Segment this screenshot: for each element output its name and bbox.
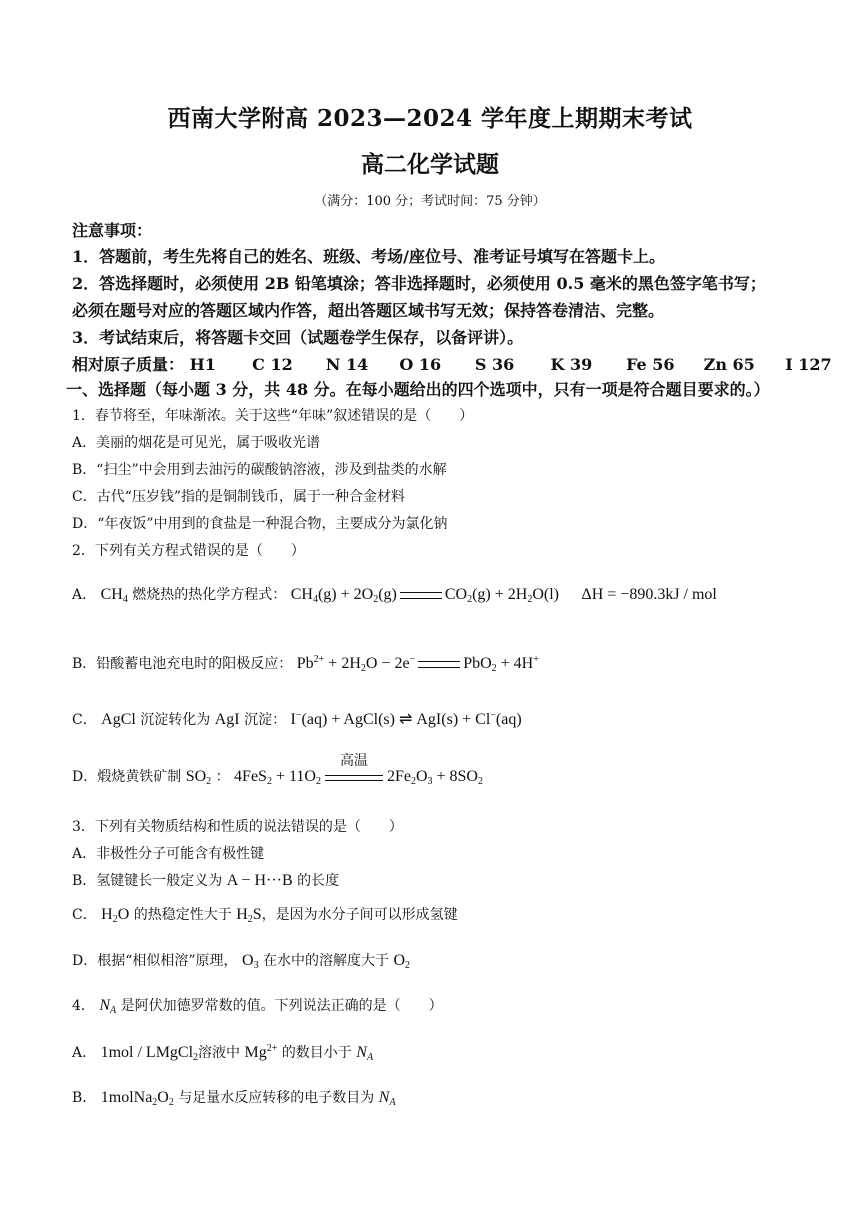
q4-b-label: B．	[72, 1090, 97, 1106]
atomic-mass-n: N 14	[325, 355, 369, 374]
q2-a-text: 燃烧热的热化学方程式：	[132, 587, 287, 603]
q2-b-text: B．铅酸蓄电池充电时的阳极反应：	[72, 656, 293, 672]
q3-option-b	[72, 870, 339, 890]
q2-c-text1: 沉淀转化为	[140, 712, 211, 728]
q1-option-b: B．“扫尘”中会用到去油污的碳酸钠溶液，涉及到盐类的水解	[72, 462, 447, 478]
q4-number: 4．	[72, 998, 95, 1014]
q4-a-label: A．	[72, 1045, 97, 1061]
q2-c-label: C．	[72, 712, 97, 728]
q1-option-c: C．古代“压岁钱”指的是铜制钱币，属于一种合金材料	[72, 489, 406, 505]
q3-c-label: C．	[72, 907, 97, 923]
q3-d-text: D．根据“相似相溶”原理，	[72, 953, 238, 969]
q2-a-enthalpy: ΔH = −890.3kJ / mol	[581, 586, 717, 603]
notes-heading: 注意事项：	[72, 221, 153, 240]
exam-title: 西南大学附高 2023—2024 学年度上期期末考试	[167, 105, 693, 132]
q4-a-text2: 的数目小于	[281, 1045, 352, 1061]
atomic-mass-row	[72, 352, 832, 375]
exam-info: （满分：100 分；考试时间：75 分钟）	[314, 194, 546, 209]
q2-a-label: A．	[72, 587, 97, 603]
q1-stem: 1．春节将至，年味渐浓。关于这些“年味”叙述错误的是（ ）	[72, 408, 474, 424]
q3-option-a: A．非极性分子可能含有极性键	[72, 846, 265, 862]
q3-b-tail: 的长度	[297, 873, 340, 889]
note-2-continued: 必须在题号对应的答题区域内作答，超出答题区域书写无效；保持答卷清洁、完整。	[72, 301, 665, 320]
q3-stem: 3．下列有关物质结构和性质的说法错误的是（ ）	[72, 819, 403, 835]
atomic-mass-h: H1	[189, 355, 216, 374]
q2-option-c: C． AgCl 沉淀转化为 AgI 沉淀： I−(aq) + AgCl(s) ⇌ AgI(s) + Cl−(aq)	[72, 710, 522, 728]
note-1: 1．答题前，考生先将自己的姓名、班级、考场/座位号、准考证号填写在答题卡上。	[72, 247, 665, 266]
q2-stem: 2．下列有关方程式错误的是（ ）	[72, 543, 305, 559]
q3-c-text2: ，是因为水分子间可以形成氢键	[261, 907, 458, 923]
q2-c-equation: I−(aq) + AgCl(s) ⇌ AgI(s) + Cl−(aq)	[290, 710, 522, 728]
q3-b-text: B．氢键键长一般定义为	[72, 873, 223, 889]
atomic-mass-c: C 12	[252, 355, 293, 374]
q2-b-equation: $Pb^{2+} + 2H_2O - 2e^-$ PbO$_2$ + 4H+	[296, 654, 539, 674]
note-2: 2．答选择题时，必须使用 2B 铅笔填涂；答非选择题时，必须使用 0.5 毫米的黑色签字笔书写；	[72, 274, 766, 293]
atomic-mass-o: O 16	[399, 355, 442, 374]
q2-option-d: D．煅烧黄铁矿制 $SO_2$ ： $4FeS_2 + 11O_2$ 高温 $2Fe_2O_3 + 8SO_2$	[72, 766, 483, 786]
atomic-mass-zn: Zn 65	[703, 355, 755, 374]
q1-option-d: D．“年夜饭”中用到的食盐是一种混合物，主要成分为氯化钠	[72, 516, 448, 532]
q2-d-colon: ：	[215, 769, 230, 785]
section1-heading: 一、选择题（每小题 3 分，共 48 分。在每小题给出的四个选项中，只有一项是符合题目要求的。）	[66, 380, 770, 399]
q4-option-b: B． $1molNa_2O_2$ 与足量水反应转移的电子数目为 $N_A$	[72, 1089, 396, 1108]
q4-b-text: 与足量水反应转移的电子数目为	[178, 1090, 375, 1106]
q3-c-text1: 的热稳定性大于	[133, 907, 232, 923]
q2-d-equation: $4FeS_2 + 11O_2$ 高温 $2Fe_2O_3 + 8SO_2$	[234, 768, 483, 785]
q2-a-equation: $CH_4(g) + 2O_2(g) CO_2(g) + 2H_2O(l)$	[290, 586, 559, 605]
q3-option-c: C． $H_2O$ 的热稳定性大于 $H_2S$，是因为水分子间可以形成氢键	[72, 906, 458, 925]
q2-option-b	[72, 653, 539, 673]
q4-stem-text: 是阿伏加德罗常数的值。下列说法正确的是（ ）	[120, 998, 443, 1014]
q2-c-text2: 沉淀：	[244, 712, 287, 728]
q2-d-condition: 高温	[339, 753, 368, 770]
subject-title: 高二化学试题	[361, 151, 499, 178]
q3-b-formula: A − H···B	[226, 872, 293, 889]
atomic-mass-label: 相对原子质量：	[72, 355, 185, 374]
atomic-mass-k: K 39	[550, 355, 593, 374]
q3-d-text2: 在水中的溶解度大于	[263, 953, 390, 969]
q1-option-a: A．美丽的烟花是可见光，属于吸收光谱	[72, 435, 321, 451]
q4-stem: 4． $N_A$ 是阿伏加德罗常数的值。下列说法正确的是（ ）	[72, 997, 443, 1016]
atomic-mass-fe: Fe 56	[626, 355, 675, 374]
q3-option-d: D．根据“相似相溶”原理， $O_3$ 在水中的溶解度大于 $O_2$	[72, 952, 411, 971]
q2-d-text: D．煅烧黄铁矿制	[72, 769, 182, 785]
q4-a-text1: 溶液中	[198, 1045, 241, 1061]
q2-option-a: A． $CH_4$ 燃烧热的热化学方程式： $CH_4(g) + 2O_2(g) CO_2(g) + 2H_2O(l) \Delta H = -890.3kJ$ / mol	[72, 586, 717, 605]
atomic-mass-i: I 127	[785, 355, 832, 374]
note-3: 3．考试结束后，将答题卡交回（试题卷学生保存，以备评讲）。	[72, 328, 524, 347]
atomic-mass-s: S 36	[474, 355, 515, 374]
q4-option-a: A． 1mol / LMgCl$_2$溶液中 $Mg^{2+}$ 的数目小于 $N_A$	[72, 1043, 374, 1063]
